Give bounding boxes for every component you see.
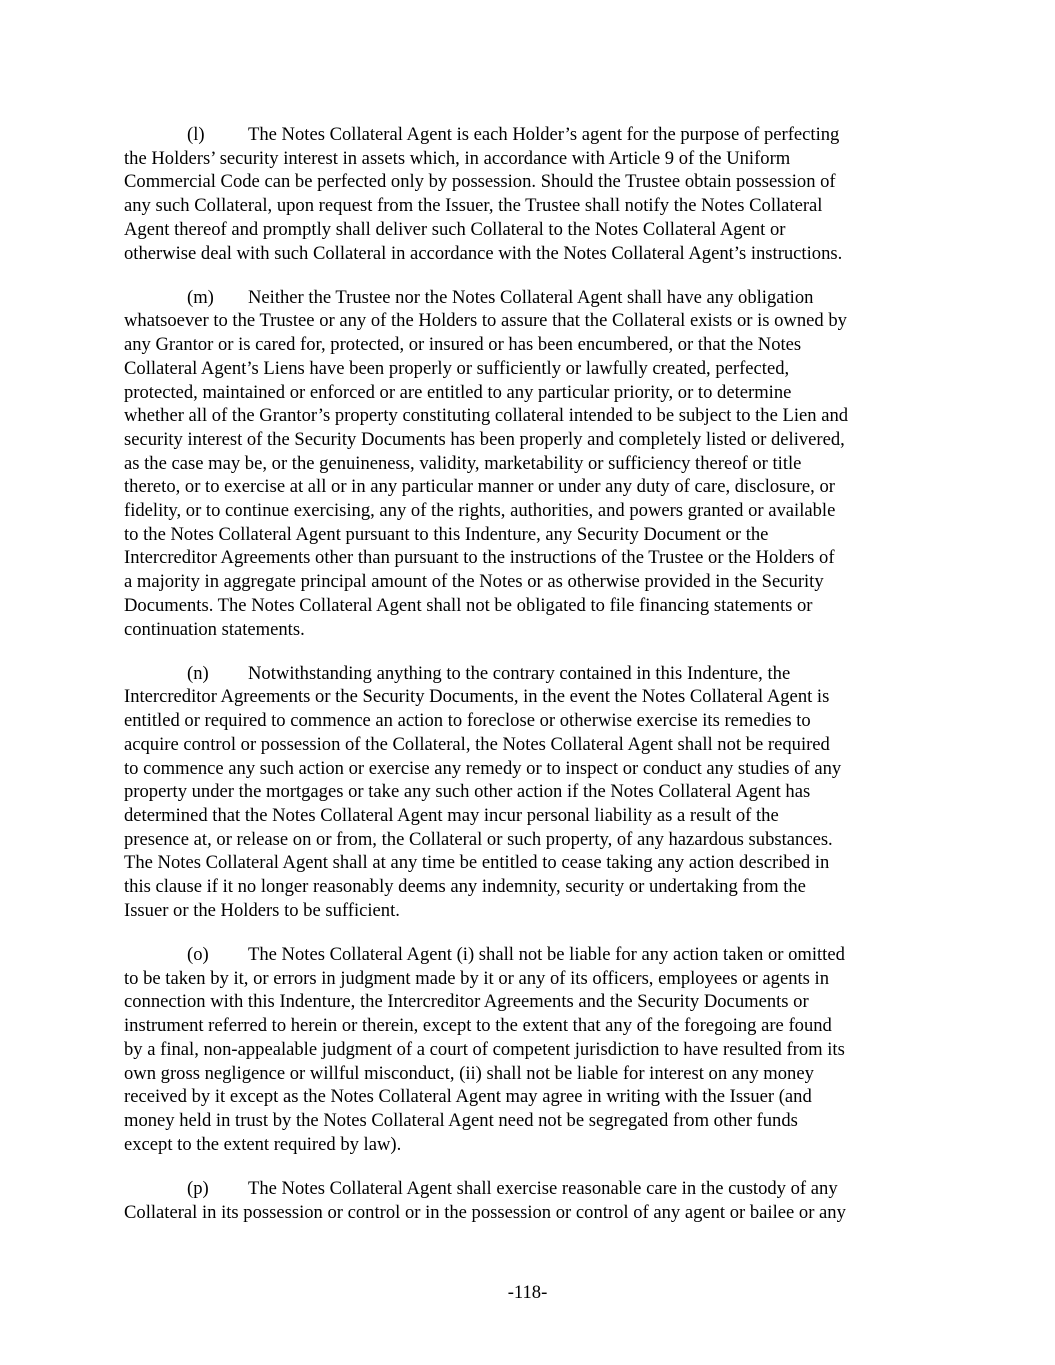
line-text: Notwithstanding anything to the contrary contained in this Indenture, the <box>248 662 791 684</box>
line-text: property under the mortgages or take any such other action if the Notes Collateral Agent has <box>124 781 811 803</box>
line-text: own gross negligence or willful misconduct, (ii) shall not be liable for interest on any money <box>124 1062 814 1084</box>
paragraph-o <box>124 943 936 1156</box>
paragraph-line <box>124 851 936 875</box>
paragraph-line <box>124 499 936 523</box>
line-text: fidelity, or to continue exercising, any of the rights, authorities, and powers granted or available <box>124 500 836 522</box>
paragraph-marker: (p) <box>187 1177 209 1199</box>
document-body <box>124 123 936 1245</box>
paragraph-marker: (o) <box>187 944 209 965</box>
paragraph-line <box>124 1062 936 1086</box>
line-text: otherwise deal with such Collateral in accordance with the Notes Collateral Agent’s instructions. <box>124 242 843 264</box>
line-text: Neither the Trustee nor the Notes Collateral Agent shall have any obligation <box>248 286 814 308</box>
line-text: whatsoever to the Trustee or any of the Holders to assure that the Collateral exists or is owned by <box>124 310 847 332</box>
line-text: money held in trust by the Notes Collateral Agent need not be segregated from other funds <box>124 1109 798 1131</box>
line-text: Commercial Code can be perfected only by possession. Should the Trustee obtain possession of <box>124 171 836 193</box>
paragraph-line <box>124 875 936 899</box>
line-text: to commence any such action or exercise any remedy or to inspect or conduct any studies of any <box>124 757 842 779</box>
paragraph-line <box>124 1014 936 1038</box>
line-text: Issuer or the Holders to be sufficient. <box>124 899 400 921</box>
line-text: any such Collateral, upon request from the Issuer, the Trustee shall notify the Notes Collateral <box>124 195 823 217</box>
paragraph-line <box>124 1177 936 1201</box>
paragraph-line <box>124 1038 936 1062</box>
paragraph-line <box>124 309 936 333</box>
line-text: continuation statements. <box>124 618 305 640</box>
paragraph-line <box>124 570 936 594</box>
paragraph-line <box>124 218 936 242</box>
paragraph-line <box>124 428 936 452</box>
paragraph-line <box>124 733 936 757</box>
paragraph-line <box>124 286 936 310</box>
paragraph-p <box>124 1177 936 1224</box>
paragraph-line <box>124 662 936 686</box>
page-number: -118- <box>507 1282 548 1303</box>
line-text: instrument referred to herein or therein, except to the extent that any of the foregoing are found <box>124 1015 832 1037</box>
paragraph-line <box>124 381 936 405</box>
paragraph-line <box>124 967 936 991</box>
paragraph-line <box>124 147 936 171</box>
paragraph-line <box>124 943 936 967</box>
line-text: Documents. The Notes Collateral Agent shall not be obligated to file financing statements or <box>124 594 813 616</box>
line-text: determined that the Notes Collateral Agent may incur personal liability as a result of the <box>124 804 779 826</box>
paragraph-line <box>124 123 936 147</box>
paragraph-line <box>124 452 936 476</box>
paragraph-line <box>124 594 936 618</box>
paragraph-marker: (n) <box>187 662 209 684</box>
line-text: Intercreditor Agreements or the Security Documents, in the event the Notes Collateral Agent is <box>124 686 830 708</box>
line-text: except to the extent required by law). <box>124 1133 402 1155</box>
line-text: the Holders’ security interest in assets which, in accordance with Article 9 of the Uniform <box>124 147 791 169</box>
paragraph-line <box>124 404 936 428</box>
line-text: to be taken by it, or errors in judgment made by it or any of its officers, employees or agents in <box>124 967 830 989</box>
line-text: any Grantor or is cared for, protected, or insured or has been encumbered, or that the Notes <box>124 334 802 356</box>
paragraph-line <box>124 1085 936 1109</box>
paragraph-m <box>124 286 936 642</box>
line-text: to the Notes Collateral Agent pursuant to this Indenture, any Security Document or the <box>124 523 769 545</box>
line-text: entitled or required to commence an action to foreclose or otherwise exercise its remedies to <box>124 710 811 732</box>
paragraph-marker: (m) <box>187 286 214 308</box>
paragraph-line <box>124 333 936 357</box>
line-text: protected, maintained or enforced or are entitled to any particular priority, or to determine <box>124 381 792 403</box>
line-text: thereto, or to exercise at all or in any particular manner or under any duty of care, disclosure, or <box>124 476 835 498</box>
line-text: The Notes Collateral Agent shall at any time be entitled to cease taking any action described in <box>124 852 830 874</box>
paragraph-line <box>124 242 936 266</box>
paragraph-line <box>124 990 936 1014</box>
line-text: Agent thereof and promptly shall deliver such Collateral to the Notes Collateral Agent or <box>124 218 786 240</box>
line-text: Collateral in its possession or control or in the possession or control of any agent or bailee or any <box>124 1201 846 1223</box>
line-text: this clause if it no longer reasonably deems any indemnity, security or undertaking from the <box>124 876 806 898</box>
paragraph-line <box>124 1201 936 1225</box>
paragraph-line <box>124 194 936 218</box>
paragraph-line <box>124 804 936 828</box>
paragraph-line <box>124 170 936 194</box>
line-text: connection with this Indenture, the Intercreditor Agreements and the Security Documents or <box>124 991 809 1013</box>
paragraph-line <box>124 828 936 852</box>
line-text: a majority in aggregate principal amount of the Notes or as otherwise provided in the Security <box>124 571 824 593</box>
line-text: presence at, or release on or from, the Collateral or such property, of any hazardous substances. <box>124 828 833 850</box>
line-text: Collateral Agent’s Liens have been properly or sufficiently or lawfully created, perfected, <box>124 357 790 379</box>
line-text: The Notes Collateral Agent shall exercise reasonable care in the custody of any <box>248 1177 838 1199</box>
paragraph-line <box>124 523 936 547</box>
paragraph-line <box>124 475 936 499</box>
paragraph-line <box>124 899 936 923</box>
paragraph-line <box>124 1133 936 1157</box>
line-text: security interest of the Security Documents has been properly and completely listed or delivered, <box>124 428 845 450</box>
paragraph-n <box>124 662 936 923</box>
paragraph-marker: (l) <box>187 124 205 145</box>
paragraph-line <box>124 1109 936 1133</box>
line-text: by a final, non-appealable judgment of a court of competent jurisdiction to have resulted from its <box>124 1038 845 1060</box>
line-text: acquire control or possession of the Collateral, the Notes Collateral Agent shall not be required <box>124 733 830 755</box>
paragraph-line <box>124 618 936 642</box>
line-text: The Notes Collateral Agent (i) shall not be liable for any action taken or omitted <box>248 944 845 965</box>
paragraph-line <box>124 757 936 781</box>
paragraph-line <box>124 546 936 570</box>
line-text: Intercreditor Agreements other than pursuant to the instructions of the Trustee or the Holders of <box>124 547 835 569</box>
line-text: The Notes Collateral Agent is each Holder’s agent for the purpose of perfecting <box>248 124 840 145</box>
line-text: whether all of the Grantor’s property constituting collateral intended to be subject to the Lien and <box>124 405 849 427</box>
line-text: as the case may be, or the genuineness, validity, marketability or sufficiency thereof or title <box>124 452 802 474</box>
line-text: received by it except as the Notes Collateral Agent may agree in writing with the Issuer (and <box>124 1086 812 1108</box>
paragraph-l <box>124 123 936 265</box>
paragraph-line <box>124 709 936 733</box>
paragraph-line <box>124 685 936 709</box>
paragraph-line <box>124 357 936 381</box>
paragraph-line <box>124 780 936 804</box>
